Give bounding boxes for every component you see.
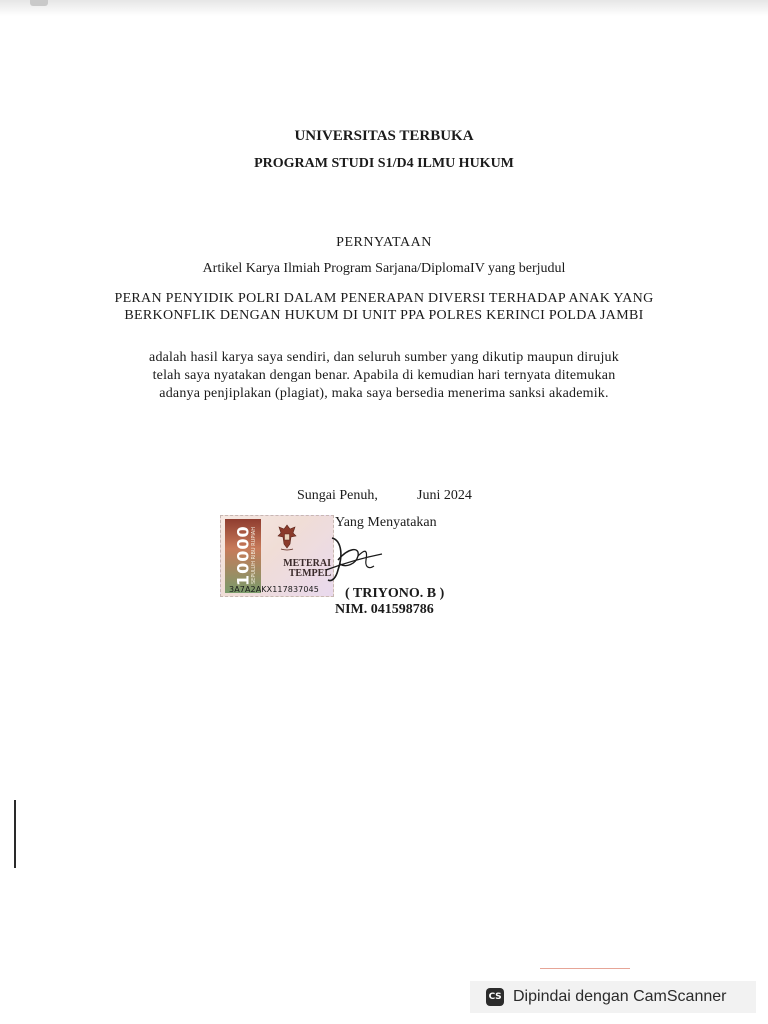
stamp-serial: 3A7A2AKX117837045 <box>229 585 319 594</box>
camscanner-text: Dipindai dengan CamScanner <box>513 988 727 1005</box>
program-name: PROGRAM STUDI S1/D4 ILMU HUKUM <box>254 156 514 171</box>
article-title-line: PERAN PENYIDIK POLRI DALAM PENERAPAN DIVERSI TERHADAP ANAK YANG <box>114 291 654 306</box>
camscanner-watermark <box>470 981 756 1013</box>
garuda-emblem-icon <box>275 522 299 552</box>
statement-intro: Artikel Karya Ilmiah Program Sarjana/DiplomaIV yang berjudul <box>202 261 566 276</box>
university-name: UNIVERSITAS TERBUKA <box>294 128 474 144</box>
declarant-nim: NIM. 041598786 <box>335 602 434 617</box>
stamp-value: 10000 <box>233 525 253 587</box>
camscanner-logo-icon: CS <box>486 988 504 1006</box>
declaration-line: adanya penjiplakan (plagiat), maka saya bersedia menerima sanksi akademik. <box>159 386 609 401</box>
statement-heading: PERNYATAAN <box>336 235 432 250</box>
handwritten-signature <box>318 530 388 590</box>
scan-top-shadow <box>0 0 768 16</box>
scan-corner-mark <box>30 0 48 6</box>
declaration-line: adalah hasil karya saya sendiri, dan seluruh sumber yang dikutip maupun dirujuk <box>149 350 619 365</box>
scan-edge-line <box>14 800 16 868</box>
signing-place: Sungai Penuh, <box>297 488 378 503</box>
declaration-line: telah saya nyatakan dengan benar. Apabila di kemudian hari ternyata ditemukan <box>152 368 616 383</box>
declarant-name: ( TRIYONO. B ) <box>345 586 445 601</box>
stamp-meterai-label: METERAI <box>283 558 331 569</box>
declarant-label: Yang Menyatakan <box>335 515 437 530</box>
article-title-line: BERKONFLIK DENGAN HUKUM DI UNIT PPA POLRES KERINCI POLDA JAMBI <box>124 308 644 323</box>
stamp-tempel-label: TEMPEL <box>288 568 331 579</box>
meterai-stamp <box>220 515 334 597</box>
scan-artifact-line <box>540 968 630 969</box>
stamp-strip-text: SEPULUH RIBU RUPIAH <box>251 527 257 585</box>
signing-date: Juni 2024 <box>417 488 472 503</box>
